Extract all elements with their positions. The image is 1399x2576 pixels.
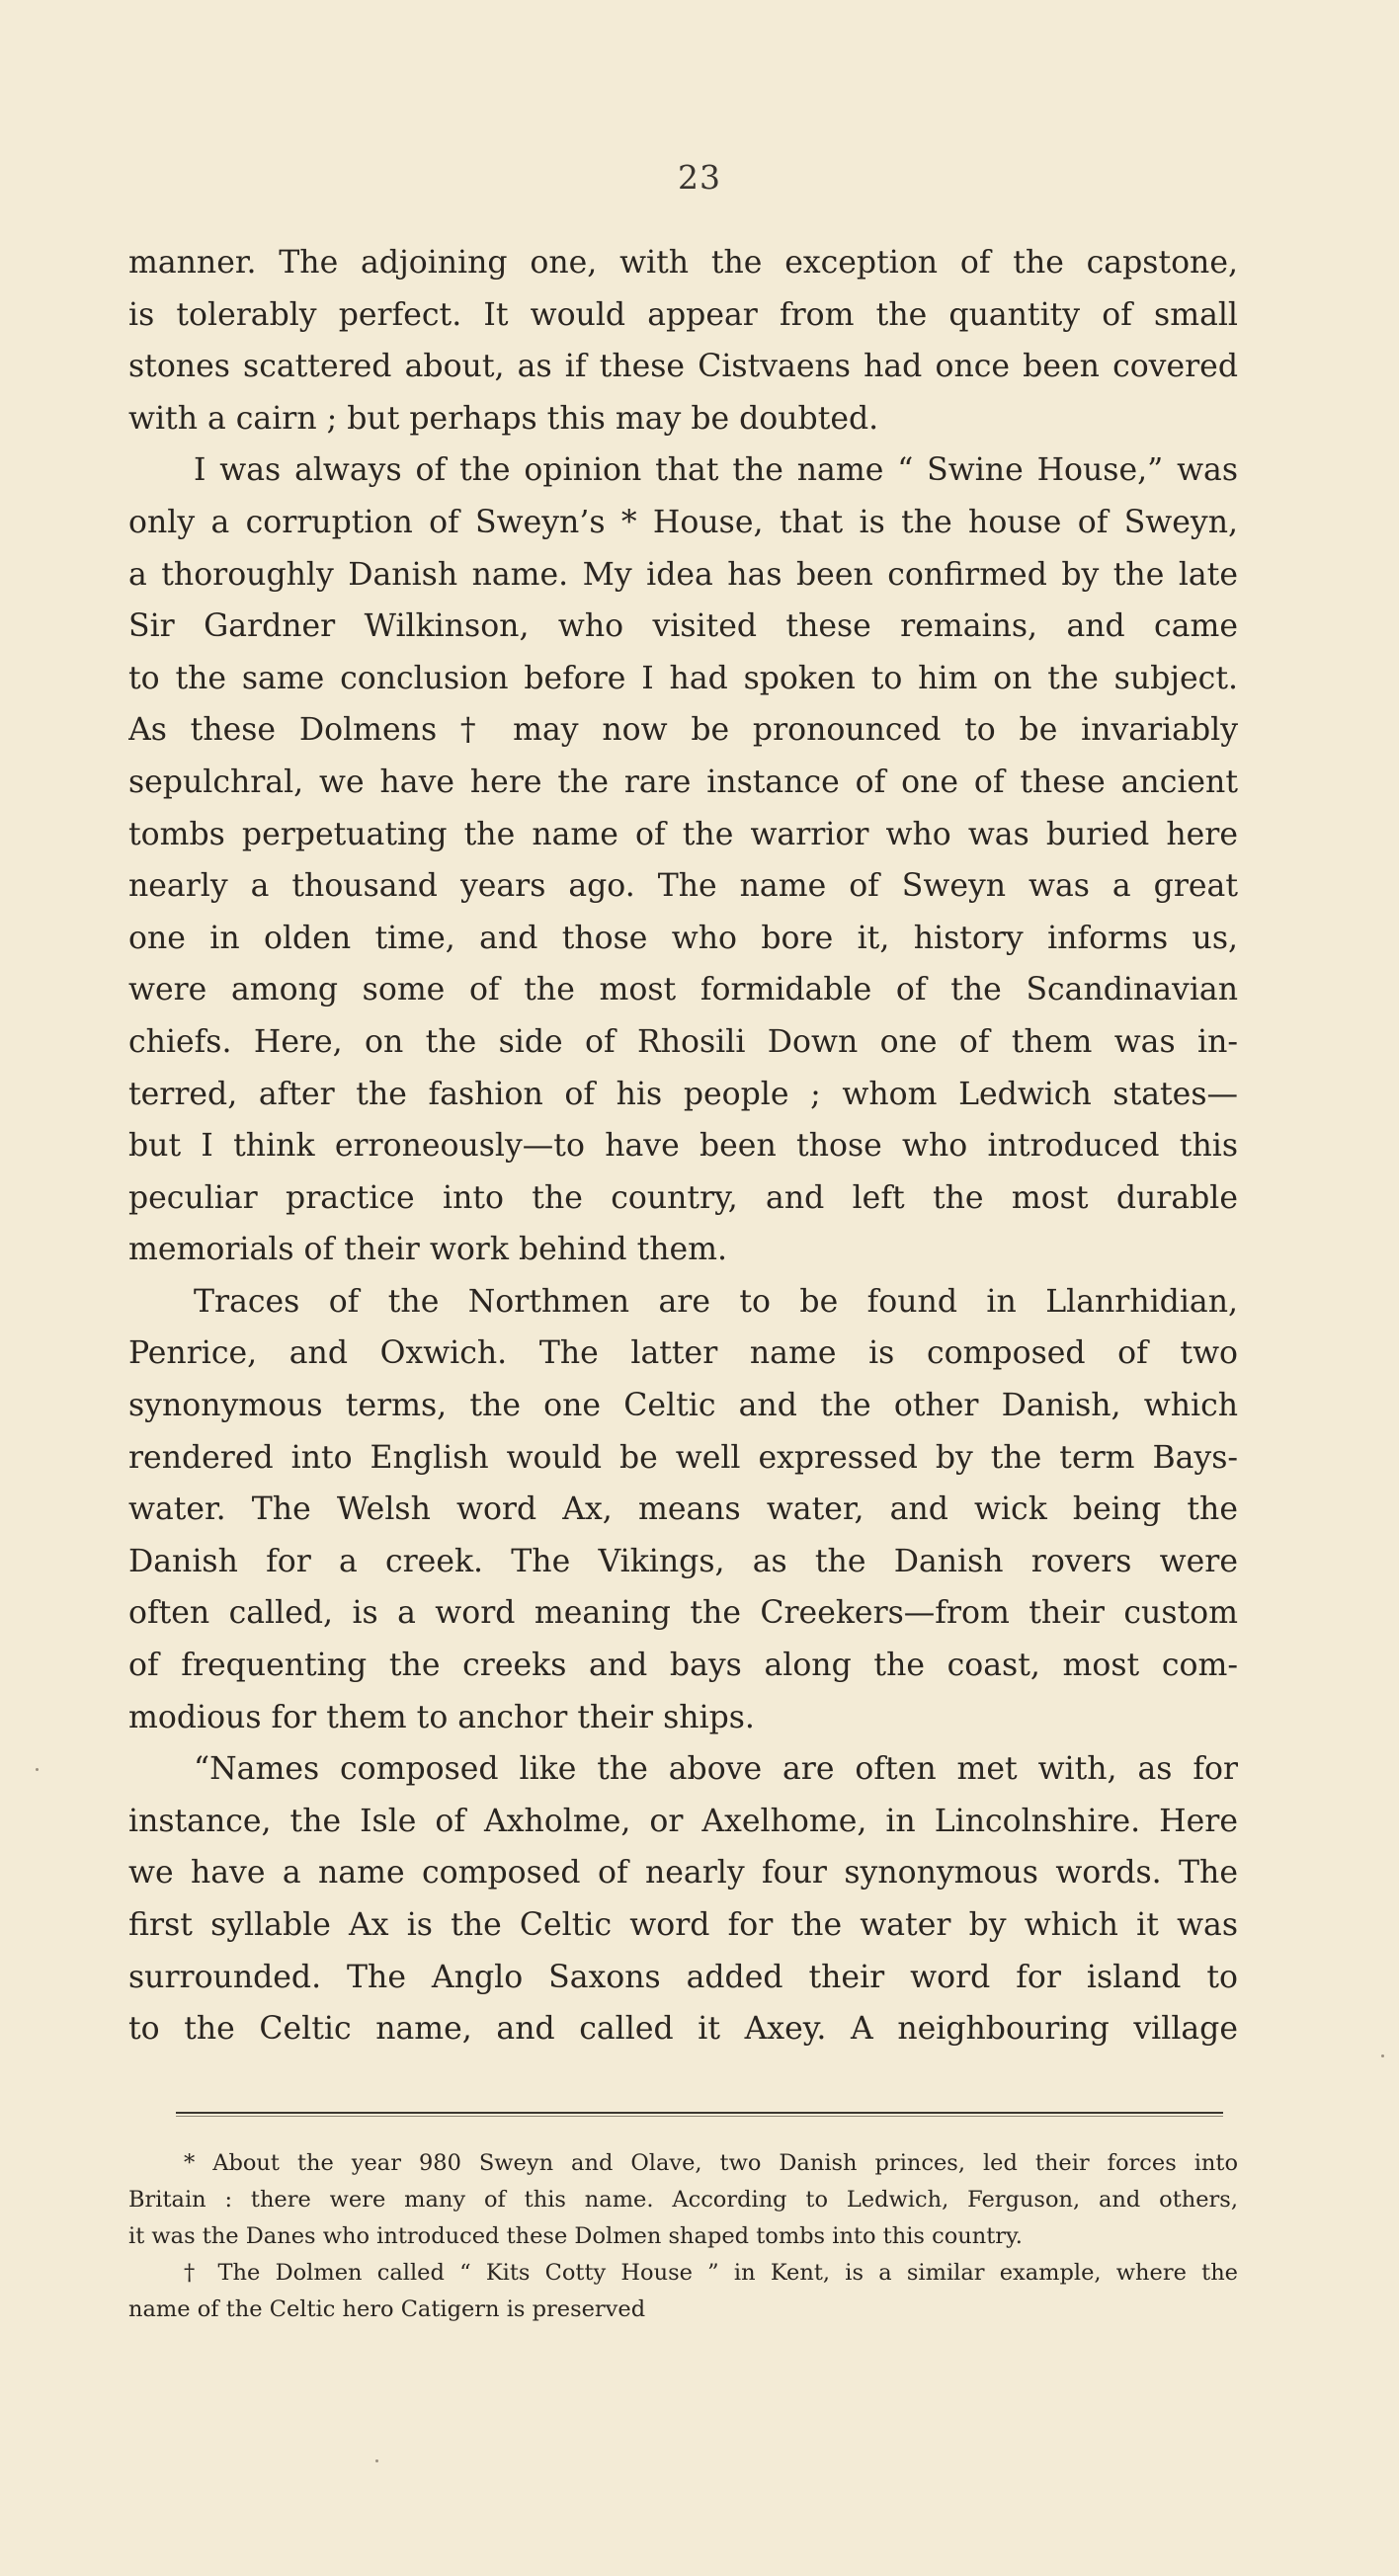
body-line: but I think erroneously—to have been those who introduced this [128,1128,1238,1165]
body-line: manner. The adjoining one, with the exception of the capstone, [128,245,1238,281]
body-line: water. The Welsh word Ax, means water, and wick being the [128,1491,1238,1528]
footnote-line: it was the Danes who introduced these Dolmen shaped tombs into this country. [128,2223,1023,2249]
body-line: memorials of their work behind them. [128,1232,728,1268]
body-line: we have a name composed of nearly four synonymous words. The [128,1855,1238,1892]
body-line: nearly a thousand years ago. The name of Sweyn was a great [128,868,1238,905]
footnote-divider [176,2112,1223,2114]
body-line: peculiar practice into the country, and left the most durable [128,1179,1238,1216]
body-line: Sir Gardner Wilkinson, who visited these remains, and came [128,608,1238,645]
body-text [128,237,1238,2055]
footnote-line: Britain : there were many of this name. According to Ledwich, Ferguson, and others, [128,2187,1238,2213]
body-line: a thoroughly Danish name. My idea has been confirmed by the late [128,556,1238,593]
body-line: instance, the Isle of Axholme, or Axelhome, in Lincolnshire. Here [128,1803,1238,1839]
body-line: stones scattered about, as if these Cistvaens had once been covered [128,349,1238,385]
body-line: Danish for a creek. The Vikings, as the Danish rovers were [128,1543,1238,1579]
paper-speck [36,1768,39,1771]
footnote-line: † The Dolmen called “ Kits Cotty House ” in Kent, is a similar example, where the [184,2260,1238,2286]
paper-speck [1381,2054,1384,2057]
page-number: 23 [678,158,721,197]
body-line: to the same conclusion before I had spoken to him on the subject. [128,660,1238,696]
body-line: is tolerably perfect. It would appear from the quantity of small [128,296,1238,333]
paper-speck [375,2459,378,2462]
body-line: terred, after the fashion of his people ; whom Ledwich states— [128,1076,1238,1112]
body-line: only a corruption of Sweyn’s * House, that is the house of Sweyn, [128,504,1238,540]
body-line: often called, is a word meaning the Creekers—from their custom [128,1595,1238,1632]
footnote-line: * About the year 980 Sweyn and Olave, two Danish princes, led their forces into [184,2150,1238,2176]
body-line: synonymous terms, the one Celtic and the other Danish, which [128,1388,1238,1424]
footnote-divider-shadow [176,2116,1223,2117]
body-line: “Names composed like the above are often met with, as for [194,1751,1238,1788]
body-line: tombs perpetuating the name of the warrior who was buried here [128,816,1238,852]
body-line: sepulchral, we have here the rare instance of one of these ancient [128,764,1238,800]
body-line: were among some of the most formidable of the Scandinavian [128,972,1238,1008]
body-line: As these Dolmens † may now be pronounced to be invariably [128,712,1238,749]
body-line: modious for them to anchor their ships. [128,1699,755,1735]
body-line: surrounded. The Anglo Saxons added their word for island to [128,1959,1238,1995]
body-line: one in olden time, and those who bore it, history informs us, [128,920,1238,956]
body-line: Penrice, and Oxwich. The latter name is composed of two [128,1335,1238,1372]
body-line: first syllable Ax is the Celtic word for the water by which it was [128,1907,1238,1943]
body-line: rendered into English would be well expressed by the term Bays- [128,1439,1238,1476]
footnotes [128,2145,1238,2328]
body-line: I was always of the opinion that the name “ Swine House,” was [194,452,1238,489]
body-line: Traces of the Northmen are to be found in Llanrhidian, [194,1283,1238,1320]
footnote-line: name of the Celtic hero Catigern is preserved [128,2296,646,2322]
body-line: to the Celtic name, and called it Axey. A neighbouring village [128,2011,1238,2048]
body-line: with a cairn ; but perhaps this may be doubted. [128,400,879,437]
body-line: chiefs. Here, on the side of Rhosili Down one of them was in- [128,1023,1238,1060]
body-line: of frequenting the creeks and bays along the coast, most com- [128,1648,1238,1684]
